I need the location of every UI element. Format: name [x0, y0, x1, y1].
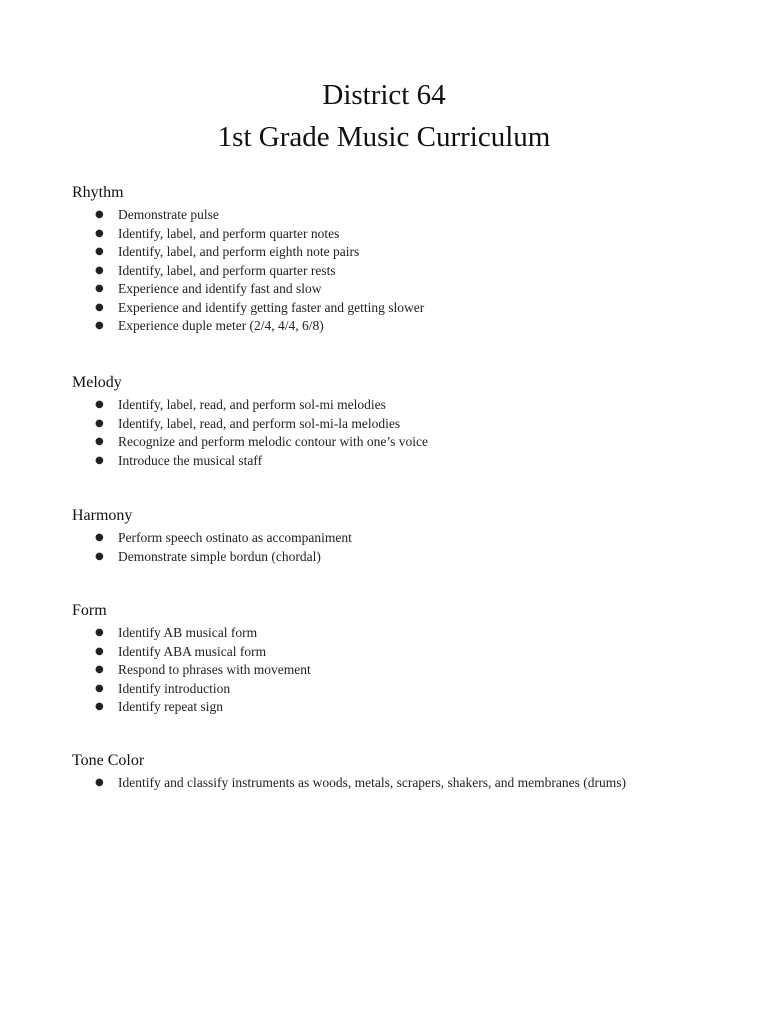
section-heading-harmony: Harmony [72, 507, 133, 524]
list-item-text: Experience and identify fast and slow [118, 281, 322, 296]
melody-list [72, 396, 732, 470]
list-item-text: Identify, label, and perform quarter rests [118, 262, 336, 278]
list-item [72, 698, 732, 717]
list-item-text: Identify repeat sign [118, 699, 223, 714]
bullet-icon: ● [95, 283, 104, 294]
bullet-icon: ● [95, 627, 104, 638]
document-title-district: District 64 [322, 79, 446, 111]
list-item-text: Identify ABA musical form [118, 643, 267, 659]
document-title-curriculum: 1st Grade Music Curriculum [217, 121, 551, 153]
list-item [72, 206, 732, 225]
section-heading-melody: Melody [72, 374, 122, 391]
rhythm-list [72, 206, 732, 336]
section-rhythm [72, 183, 732, 336]
list-item-text: Demonstrate pulse [118, 207, 219, 222]
tone-color-list [72, 774, 732, 793]
bullet-icon: ● [95, 777, 104, 788]
bullet-icon: ● [95, 701, 104, 712]
section-tone-color [72, 751, 732, 793]
list-item-text: Respond to phrases with movement [118, 662, 311, 677]
bullet-icon: ● [95, 209, 104, 220]
bullet-icon: ● [95, 550, 104, 562]
bullet-icon: ● [95, 246, 104, 257]
bullet-icon: ● [95, 264, 104, 276]
list-item [72, 262, 732, 281]
bullet-icon: ● [95, 664, 104, 675]
list-item [72, 243, 732, 262]
bullet-icon: ● [95, 532, 104, 543]
list-item-text: Introduce the musical staff [118, 452, 263, 468]
list-item [72, 433, 732, 452]
list-item-text: Experience duple meter (2/4, 4/4, 6/8) [118, 318, 324, 333]
list-item-text: Identify, label, and perform quarter notes [118, 225, 340, 241]
list-item-text: Identify introduction [118, 680, 231, 696]
section-heading-tone-color: Tone Color [72, 752, 145, 769]
list-item [72, 661, 732, 680]
list-item-text: Identify and classify instruments as woods, metals, scrapers, shakers, and membranes (drums) [118, 775, 626, 790]
list-item-text: Identify, label, read, and perform sol-mi melodies [118, 397, 386, 412]
section-harmony [72, 506, 732, 566]
bullet-icon: ● [95, 320, 104, 331]
section-heading-rhythm: Rhythm [72, 184, 124, 201]
bullet-icon: ● [95, 645, 104, 657]
list-item [72, 643, 732, 662]
list-item-text: Identify, label, read, and perform sol-mi-la melodies [118, 415, 401, 431]
bullet-icon: ● [95, 227, 104, 239]
list-item-text: Identify, label, and perform eighth note pairs [118, 244, 360, 259]
list-item-text: Perform speech ostinato as accompaniment [118, 530, 352, 545]
list-item [72, 317, 732, 336]
list-item [72, 774, 732, 793]
list-item [72, 680, 732, 699]
list-item [72, 280, 732, 299]
list-item [72, 452, 732, 471]
list-item-text: Identify AB musical form [118, 625, 258, 640]
bullet-icon: ● [95, 682, 104, 694]
list-item-text: Recognize and perform melodic contour with one’s voice [118, 434, 429, 449]
list-item-text: Experience and identify getting faster and getting slower [118, 299, 425, 315]
form-list [72, 624, 732, 717]
section-heading-form: Form [72, 602, 107, 619]
bullet-icon: ● [95, 301, 104, 313]
list-item-text: Demonstrate simple bordun (chordal) [118, 548, 321, 564]
list-item [72, 396, 732, 415]
list-item [72, 225, 732, 244]
bullet-icon: ● [95, 436, 104, 447]
list-item [72, 299, 732, 318]
list-item [72, 624, 732, 643]
list-item [72, 529, 732, 548]
list-item [72, 548, 732, 567]
bullet-icon: ● [95, 399, 104, 410]
section-melody [72, 373, 732, 470]
list-item [72, 415, 732, 434]
bullet-icon: ● [95, 454, 104, 466]
bullet-icon: ● [95, 417, 104, 429]
harmony-list [72, 529, 732, 566]
section-form [72, 601, 732, 717]
